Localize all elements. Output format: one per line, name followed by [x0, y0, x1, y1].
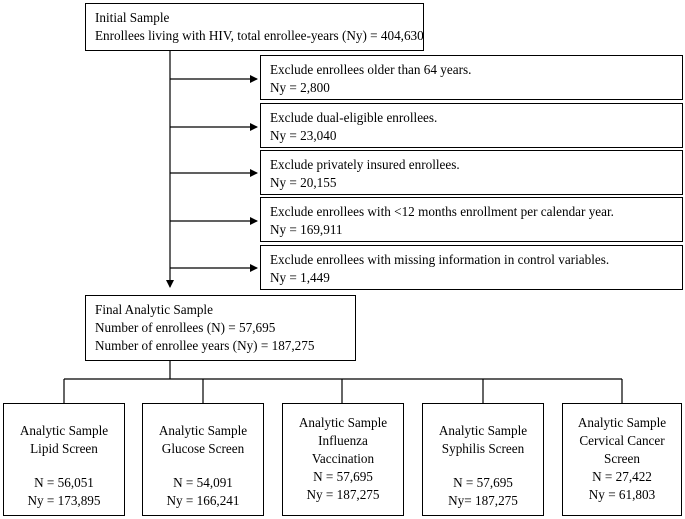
exclusion-box-1: [260, 55, 683, 100]
analytic-sample-lipid: [3, 403, 125, 516]
sample-name: Lipid Screen: [30, 441, 98, 456]
sample-name-line2: Vaccination: [311, 451, 375, 466]
analytic-sample-cervical: [562, 403, 682, 516]
exclusion-box-3: [260, 150, 683, 195]
sample-name: Influenza: [318, 433, 368, 448]
sample-n: N = 57,695: [313, 469, 373, 484]
final-sample-enrollees: Number of enrollees (N) = 57,695: [95, 320, 276, 335]
sample-title: Analytic Sample: [19, 423, 109, 438]
exclusion-label: Exclude enrollees older than 64 years.: [270, 62, 472, 77]
sample-title: Analytic Sample: [158, 423, 248, 438]
exclusion-label: Exclude dual-eligible enrollees.: [270, 110, 438, 125]
exclusion-box-4: [260, 197, 683, 242]
exclusion-box-2: [260, 103, 683, 148]
exclusion-label: Exclude enrollees with missing information in control variables.: [270, 252, 610, 267]
sample-name: Glucose Screen: [161, 441, 245, 456]
sample-title: Analytic Sample: [298, 415, 388, 430]
initial-sample-title: Initial Sample: [95, 10, 170, 25]
sample-name: Cervical Cancer: [579, 433, 665, 448]
sample-title: Analytic Sample: [577, 415, 667, 430]
final-sample-enrollee-years: Number of enrollee years (Ny) = 187,275: [95, 338, 315, 353]
exclusion-count: Ny = 2,800: [270, 80, 330, 95]
sample-n: N = 56,051: [34, 475, 94, 490]
sample-name-line2: Screen: [604, 451, 640, 466]
exclusion-label: Exclude privately insured enrollees.: [270, 157, 460, 172]
exclusion-count: Ny = 1,449: [270, 270, 330, 285]
sample-ny: Ny = 61,803: [588, 487, 656, 502]
analytic-sample-syphilis: [422, 403, 544, 516]
analytic-sample-influenza: [282, 403, 404, 516]
final-sample-box: [85, 295, 356, 361]
sample-n: N = 57,695: [453, 475, 513, 490]
exclusion-count: Ny = 23,040: [270, 128, 337, 143]
exclusion-box-5: [260, 245, 683, 290]
initial-sample-box: [85, 3, 424, 51]
initial-sample-total: Enrollees living with HIV, total enrollee-years (Ny) = 404,630: [95, 28, 424, 43]
sample-ny: Ny = 187,275: [306, 487, 380, 502]
exclusion-count: Ny = 169,911: [270, 222, 343, 237]
sample-title: Analytic Sample: [438, 423, 528, 438]
sample-name: Syphilis Screen: [441, 441, 525, 456]
sample-n: N = 54,091: [173, 475, 233, 490]
sample-ny: Ny = 166,241: [166, 493, 240, 508]
sample-ny: Ny= 187,275: [448, 493, 518, 508]
sample-ny: Ny = 173,895: [27, 493, 101, 508]
sample-n: N = 27,422: [592, 469, 652, 484]
exclusion-label: Exclude enrollees with <12 months enrollment per calendar year.: [270, 204, 614, 219]
analytic-sample-glucose: [142, 403, 264, 516]
exclusion-count: Ny = 20,155: [270, 175, 337, 190]
final-sample-title: Final Analytic Sample: [95, 302, 213, 317]
